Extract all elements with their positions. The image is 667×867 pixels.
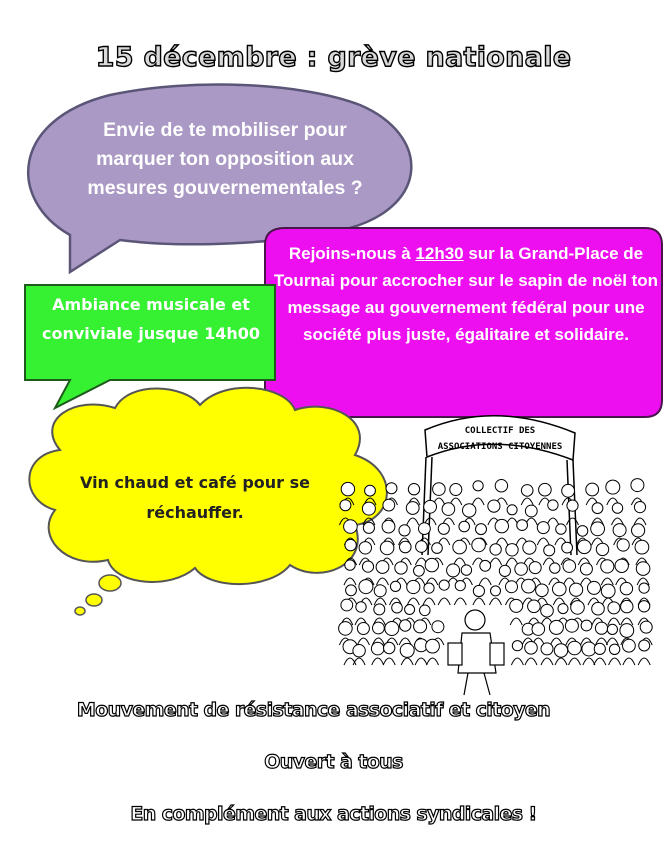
crowd-body [608, 618, 620, 625]
crowd-head [439, 580, 449, 590]
crowd-head [359, 580, 373, 594]
crowd-body [567, 518, 579, 525]
crowd-head [341, 599, 353, 611]
crowd-head [463, 504, 476, 517]
crowd-head [473, 585, 484, 596]
banner-line-2: ASSOCIATIONS CITOYENNES [437, 442, 563, 452]
crowd-body [609, 658, 621, 665]
crowd-body [423, 598, 435, 605]
crowd-head [635, 540, 649, 554]
magenta-text-before: Rejoins-nous à [288, 244, 416, 263]
crowd-body [472, 498, 484, 505]
crowd-head [639, 583, 649, 593]
crowd-head [578, 540, 592, 554]
crowd-body [521, 498, 533, 505]
crowd-head [623, 639, 636, 652]
purple-bubble-text: Envie de te mobiliser pour marquer ton opposition aux mesures gouvernementales ? [87, 119, 363, 199]
crowd-head [399, 525, 410, 536]
crowd-head [586, 483, 599, 496]
crowd-head [406, 502, 419, 515]
crowd-body [606, 638, 618, 645]
crowd-head [345, 539, 356, 550]
crowd-head [382, 520, 395, 533]
crowd-head [558, 604, 568, 614]
crowd-head [455, 581, 465, 591]
crowd-head [613, 524, 626, 537]
magenta-time: 12h30 [415, 244, 464, 263]
crowd-head [617, 539, 629, 551]
crowd-head [340, 500, 351, 511]
crowd-head [380, 541, 394, 555]
crowd-body [438, 598, 450, 605]
crowd-head [601, 584, 615, 598]
crowd-head [517, 520, 528, 531]
crowd-head [521, 485, 533, 497]
crowd-head [346, 585, 357, 596]
crowd-head [339, 622, 353, 636]
crowd-head [632, 524, 645, 537]
crowd-body [407, 518, 419, 525]
crowd-body [344, 578, 356, 585]
crowd-head [609, 644, 619, 654]
crowd-head [371, 642, 384, 655]
crowd-head [539, 483, 552, 496]
crowd-head [563, 560, 576, 573]
crowd-head [424, 583, 434, 593]
crowd-body [372, 658, 384, 665]
crowd-head [523, 541, 536, 554]
crowd-head [447, 564, 460, 577]
crowd-head [606, 480, 620, 494]
crowd-body [415, 658, 427, 665]
slogan-movement: Mouvement de résistance associatif et citoyen [76, 699, 551, 721]
crowd-body [537, 538, 549, 545]
slogan-open: Ouvert à tous [264, 751, 403, 773]
crowd-head [510, 599, 523, 612]
crowd-head [541, 643, 553, 655]
crowd-head [577, 526, 588, 537]
crowd-head [459, 521, 470, 532]
crowd-head [383, 499, 395, 511]
crowd-head [390, 581, 400, 591]
crowd-body [401, 658, 413, 665]
crowd-head [362, 561, 373, 572]
crowd-head [620, 624, 634, 638]
crowd-head [607, 624, 617, 634]
crowd-body [407, 598, 419, 605]
crowd-body [569, 658, 581, 665]
crowd-head [571, 601, 585, 615]
crowd-head [376, 561, 389, 574]
crowd-head [591, 522, 605, 536]
magenta-text-after: sur la Grand-Place de Tournai pour accrocher sur le sapin de noël ton message au gouvernement fédéral pour une société plus juste, égalitaire et solidaire. [273, 244, 659, 344]
crowd-head [374, 604, 385, 615]
crowd-head [491, 586, 501, 596]
crowd-head [556, 524, 566, 534]
magenta-bubble-text [272, 240, 660, 348]
crowd-head [612, 503, 622, 513]
crowd-head [385, 622, 399, 636]
crowd-body [479, 578, 491, 585]
crowd-head [495, 480, 507, 492]
crowd-head [392, 602, 403, 613]
crowd-body [427, 658, 439, 665]
crowd-head [548, 500, 558, 510]
crowd-head [450, 484, 462, 496]
crowd-head [407, 580, 420, 593]
crowd-head [570, 583, 583, 596]
crowd-head [432, 621, 444, 633]
crowd-head [374, 585, 386, 597]
crowd-head [601, 560, 614, 573]
crowd-head [507, 505, 517, 515]
crowd-head [525, 642, 538, 655]
crowd-head [426, 639, 440, 653]
crowd-illustration [330, 405, 667, 705]
crowd-head [568, 641, 582, 655]
crowd-head [414, 565, 425, 576]
crowd-head [405, 605, 415, 615]
crowd-head [620, 582, 632, 594]
crowd-head [595, 622, 607, 634]
crowd-body [638, 658, 650, 665]
crowd-head [592, 602, 605, 615]
crowd-head [476, 524, 487, 535]
crowd-head [359, 542, 371, 554]
crowd-head [580, 563, 592, 575]
crowd-head [344, 520, 358, 534]
crowd-body [511, 658, 523, 665]
crowd-head [640, 621, 652, 633]
crowd-head [553, 582, 567, 596]
crowd-head [473, 481, 483, 491]
crowd-head [631, 479, 644, 492]
crowd-body [594, 658, 606, 665]
crowd-body [547, 518, 559, 525]
crowd-head [495, 519, 508, 532]
crowd-body [357, 638, 369, 645]
crowd-head [488, 500, 500, 512]
crowd-head [554, 644, 567, 657]
crowd-head [341, 482, 354, 495]
crowd-head [639, 640, 650, 651]
crowd-body [454, 598, 466, 605]
crowd-head [512, 641, 522, 651]
crowd-head [356, 602, 366, 612]
crowd-head [419, 523, 431, 535]
crowd-head [363, 522, 374, 533]
crowd-head [480, 560, 491, 571]
crowd-head [386, 483, 397, 494]
yellow-bubble-text: Vin chaud et café pour se réchauffer. [79, 473, 311, 522]
crowd-body [353, 658, 365, 665]
crowd-head [420, 605, 431, 616]
crowd-body [344, 658, 356, 665]
crowd-body [383, 658, 395, 665]
crowd-head [433, 483, 446, 496]
crowd-head [461, 565, 471, 575]
crowd-head [373, 622, 385, 634]
crowd-head [353, 645, 365, 657]
crowd-head [400, 620, 411, 631]
crowd-head [615, 559, 628, 572]
crowd-body [377, 578, 389, 585]
crowd-head [408, 484, 419, 495]
crowd-body [623, 658, 635, 665]
page-title: 15 décembre : grève nationale [95, 42, 572, 73]
crowd-head [506, 581, 518, 593]
crowd-head [562, 542, 573, 553]
crowd-body [525, 658, 537, 665]
slogan-complement: En complément aux actions syndicales ! [130, 803, 537, 825]
crowd-head [357, 623, 369, 635]
crowd-head [525, 505, 537, 517]
crowd-body [490, 598, 502, 605]
crowd-head [425, 558, 438, 571]
crowd-head [541, 604, 554, 617]
crowd-head [365, 485, 376, 496]
crowd-head [453, 540, 467, 554]
crowd-head [416, 541, 428, 553]
crowd-head [400, 643, 414, 657]
accordion-player [448, 610, 504, 695]
crowd-head [594, 643, 605, 654]
crowd-body [555, 658, 567, 665]
crowd-head [537, 522, 549, 534]
crowd-head [581, 620, 592, 631]
crowd-head [636, 562, 650, 576]
crowd-head [362, 502, 375, 515]
crowd-head [490, 544, 501, 555]
crowd-head [442, 503, 455, 516]
crowd-head [384, 642, 395, 653]
crowd-head [345, 560, 355, 570]
crowd-body [473, 598, 485, 605]
crowd-head [565, 619, 578, 632]
crowd-head [549, 620, 563, 634]
crowd-head [400, 541, 412, 553]
crowd-head [567, 500, 578, 511]
crowd-head [529, 562, 541, 574]
crowd-head [395, 562, 407, 574]
crowd-body [506, 558, 518, 565]
crowd-head [588, 581, 601, 594]
crowd-head [515, 563, 528, 576]
banner-line-1: COLLECTIF DES [464, 426, 536, 436]
crowd-head [596, 543, 608, 555]
crowd-head [634, 502, 645, 513]
crowd-head [472, 538, 486, 552]
crowd-body [541, 658, 553, 665]
crowd-body [510, 618, 522, 625]
crowd-head [438, 523, 449, 534]
crowd-head [506, 544, 518, 556]
crowd-head [592, 503, 603, 514]
crowd-head [424, 500, 437, 513]
crowd-head [621, 600, 633, 612]
crowd-head [562, 484, 575, 497]
crowd-head [432, 543, 443, 554]
crowd-head [536, 584, 549, 597]
green-bubble-text: Ambiance musicale et conviviale jusque 14h00 [42, 295, 260, 343]
crowd-head [544, 545, 555, 556]
crowd-head [638, 601, 649, 612]
crowd-head [532, 623, 545, 636]
crowd-head [550, 563, 560, 573]
crowd-head [414, 620, 427, 633]
crowd-body [490, 558, 502, 565]
crowd-body [583, 658, 595, 665]
crowd-head [608, 602, 620, 614]
crowd-head [499, 565, 510, 576]
crowd-head [522, 579, 536, 593]
crowd-head [528, 600, 541, 613]
